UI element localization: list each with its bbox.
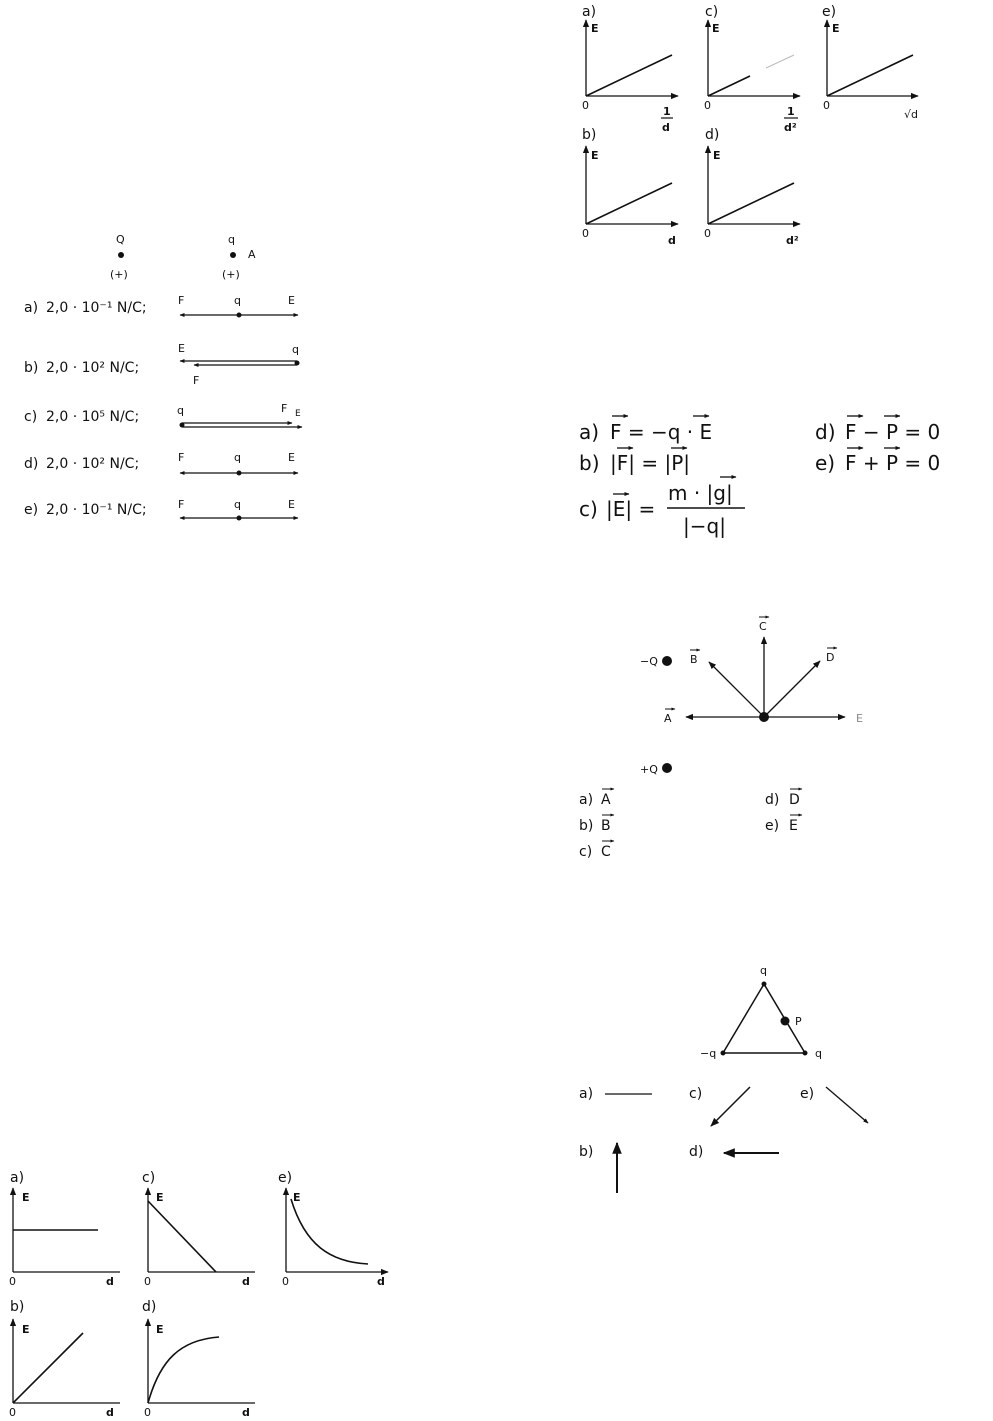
graph-line-faded: [766, 55, 794, 68]
linear-graph-c: [704, 4, 800, 134]
vector-d-label: D: [826, 651, 835, 664]
graph-line: [708, 76, 750, 96]
neg-charge-dot: [662, 656, 672, 666]
x-axis-label: d: [242, 1406, 250, 1419]
charge-dot: [237, 516, 242, 521]
graph-letter: e): [278, 1170, 293, 1186]
test-charge-sign: (+): [222, 268, 240, 281]
option-value: 2,0 · 10² N/C;: [46, 456, 140, 472]
option-c-arrow: [711, 1087, 750, 1126]
option-letter: c): [24, 409, 38, 425]
equation-a-letter: a): [579, 420, 600, 444]
option-e-vec: E: [789, 818, 798, 834]
y-axis-label: E: [293, 1191, 301, 1204]
y-axis-label: E: [591, 22, 599, 35]
field-vector-label: E: [288, 451, 295, 464]
equation-c-letter: c): [579, 497, 598, 521]
option-b-vec: B: [601, 818, 611, 834]
x-axis-label: d: [668, 234, 676, 247]
field-option-c: [24, 402, 302, 428]
equation-e: F + P = 0: [845, 451, 941, 475]
source-charge-dot: [118, 252, 124, 258]
vector-e-label: E: [856, 712, 863, 725]
vector-b-arrow: [709, 662, 764, 717]
charge-label: q: [234, 498, 241, 511]
field-option-a: [24, 294, 298, 318]
y-axis-label: E: [22, 1191, 30, 1204]
origin-label: 0: [704, 227, 711, 240]
left-charge-dot: [721, 1051, 726, 1056]
charge-setup: [110, 233, 256, 281]
option-value: 2,0 · 10⁵ N/C;: [46, 409, 140, 425]
graph-line: [708, 183, 794, 224]
curve-graph-e: [278, 1170, 388, 1288]
equation-c-lhs: |E| =: [606, 497, 656, 521]
graph-line: [827, 55, 913, 96]
test-charge-dot: [230, 252, 236, 258]
field-option-d: [24, 451, 298, 476]
triangle-option-e-letter: e): [800, 1086, 815, 1102]
triangle-option-c-letter: c): [689, 1086, 703, 1102]
option-letter: b): [24, 360, 39, 376]
equation-c-numerator: m · |g|: [668, 481, 733, 505]
charge-dot: [237, 313, 242, 318]
vector-diagram: [579, 617, 863, 860]
point-a-label: A: [248, 248, 256, 261]
charge-label: q: [234, 451, 241, 464]
option-a-vec: A: [601, 792, 611, 808]
graph-letter: c): [142, 1170, 156, 1186]
field-vector-label: E: [295, 409, 301, 419]
charge-label: q: [292, 343, 299, 356]
origin-label: 0: [144, 1406, 151, 1419]
x-label-denominator: d: [662, 121, 670, 134]
x-axis-label: d: [106, 1406, 114, 1419]
origin-label: 0: [282, 1275, 289, 1288]
x-axis-label: d²: [786, 234, 799, 247]
origin-label: 0: [582, 227, 589, 240]
linear-graph-a: [582, 4, 678, 134]
equation-d-letter: d): [815, 420, 836, 444]
x-label-numerator: 1: [663, 105, 671, 118]
force-vector-label: F: [178, 498, 185, 511]
y-axis-label: E: [832, 22, 840, 35]
point-p-label: P: [795, 1015, 802, 1028]
left-charge-label: −q: [700, 1047, 717, 1060]
equation-c-denominator: |−q|: [683, 514, 726, 538]
origin-point: [759, 712, 769, 722]
linear-graph-b: [582, 127, 678, 247]
equation-b-letter: b): [579, 451, 600, 475]
option-letter: a): [24, 300, 39, 316]
x-label-numerator: 1: [787, 105, 795, 118]
equation-e-letter: e): [815, 451, 836, 475]
triangle-shape: [723, 984, 805, 1053]
y-axis-label: E: [713, 149, 721, 162]
triangle-diagram: [579, 964, 868, 1193]
charge-dot: [180, 423, 185, 428]
x-label-denominator: d²: [784, 121, 797, 134]
pos-charge-label: +Q: [640, 763, 658, 776]
option-c-vec: C: [601, 844, 611, 860]
equation-a: F = −q · E: [610, 420, 713, 444]
origin-label: 0: [582, 99, 589, 112]
curve-graph-d: [142, 1299, 255, 1419]
y-axis-label: E: [156, 1323, 164, 1336]
option-c-letter: c): [579, 844, 593, 860]
y-axis-label: E: [591, 149, 599, 162]
graph-letter: c): [705, 4, 719, 20]
right-charge-label: q: [815, 1047, 822, 1060]
graph-curve: [13, 1333, 83, 1403]
curve-graph-c: [142, 1170, 255, 1288]
graph-letter: d): [142, 1299, 157, 1315]
option-letter: e): [24, 502, 39, 518]
y-axis-label: E: [712, 22, 720, 35]
charge-dot: [295, 361, 300, 366]
option-letter: d): [24, 456, 39, 472]
x-axis-label: d: [242, 1275, 250, 1288]
source-charge-label: Q: [116, 233, 125, 246]
graph-letter: b): [582, 127, 597, 143]
vector-a-label: A: [664, 712, 672, 725]
field-option-e: [24, 498, 298, 521]
source-charge-sign: (+): [110, 268, 128, 281]
option-e-arrow: [826, 1087, 868, 1123]
curve-graph-b: [9, 1299, 120, 1419]
graph-curve: [148, 1337, 219, 1403]
pos-charge-dot: [662, 763, 672, 773]
origin-label: 0: [9, 1406, 16, 1419]
force-vector-label: F: [193, 374, 200, 387]
y-axis-label: E: [156, 1191, 164, 1204]
equation-b: |F| = |P|: [610, 451, 690, 475]
option-value: 2,0 · 10⁻¹ N/C;: [46, 300, 147, 316]
graph-letter: a): [10, 1170, 25, 1186]
vector-d-arrow: [764, 661, 820, 717]
x-axis-label: √d: [904, 108, 918, 121]
field-vector-label: E: [178, 342, 185, 355]
field-vector-label: E: [288, 294, 295, 307]
triangle-option-a-letter: a): [579, 1086, 594, 1102]
field-option-b: [24, 342, 300, 387]
neg-charge-label: −Q: [640, 655, 658, 668]
origin-label: 0: [823, 99, 830, 112]
point-p-dot: [781, 1017, 790, 1026]
top-charge-label: q: [760, 964, 767, 977]
graph-line: [586, 183, 672, 224]
triangle-option-b-letter: b): [579, 1144, 594, 1160]
graph-letter: a): [582, 4, 597, 20]
charge-label: q: [177, 404, 184, 417]
graph-letter: e): [822, 4, 837, 20]
force-vector-label: F: [178, 294, 185, 307]
top-charge-dot: [762, 982, 767, 987]
origin-label: 0: [9, 1275, 16, 1288]
option-a-letter: a): [579, 792, 594, 808]
vector-b-label: B: [690, 653, 698, 666]
origin-label: 0: [704, 99, 711, 112]
field-vector-label: E: [288, 498, 295, 511]
vector-c-label: C: [759, 620, 767, 633]
curve-graph-a: [9, 1170, 120, 1288]
x-axis-label: d: [377, 1275, 385, 1288]
option-d-letter: d): [765, 792, 780, 808]
y-axis-label: E: [22, 1323, 30, 1336]
triangle-option-d-letter: d): [689, 1144, 704, 1160]
charge-dot: [237, 471, 242, 476]
equation-options: [579, 416, 940, 538]
linear-graph-d: [704, 127, 800, 247]
graph-letter: d): [705, 127, 720, 143]
linear-graph-e: [822, 4, 918, 121]
option-d-vec: D: [789, 792, 800, 808]
option-e-letter: e): [765, 818, 780, 834]
graph-line: [586, 55, 672, 96]
force-vector-label: F: [178, 451, 185, 464]
x-axis-label: d: [106, 1275, 114, 1288]
option-value: 2,0 · 10² N/C;: [46, 360, 140, 376]
force-vector-label: F: [281, 402, 288, 415]
right-charge-dot: [803, 1051, 808, 1056]
graph-letter: b): [10, 1299, 25, 1315]
graph-curve: [291, 1199, 368, 1264]
origin-label: 0: [144, 1275, 151, 1288]
option-b-letter: b): [579, 818, 594, 834]
charge-label: q: [234, 294, 241, 307]
graph-curve: [148, 1201, 216, 1272]
test-charge-label: q: [228, 233, 235, 246]
option-value: 2,0 · 10⁻¹ N/C;: [46, 502, 147, 518]
equation-d: F − P = 0: [845, 420, 941, 444]
